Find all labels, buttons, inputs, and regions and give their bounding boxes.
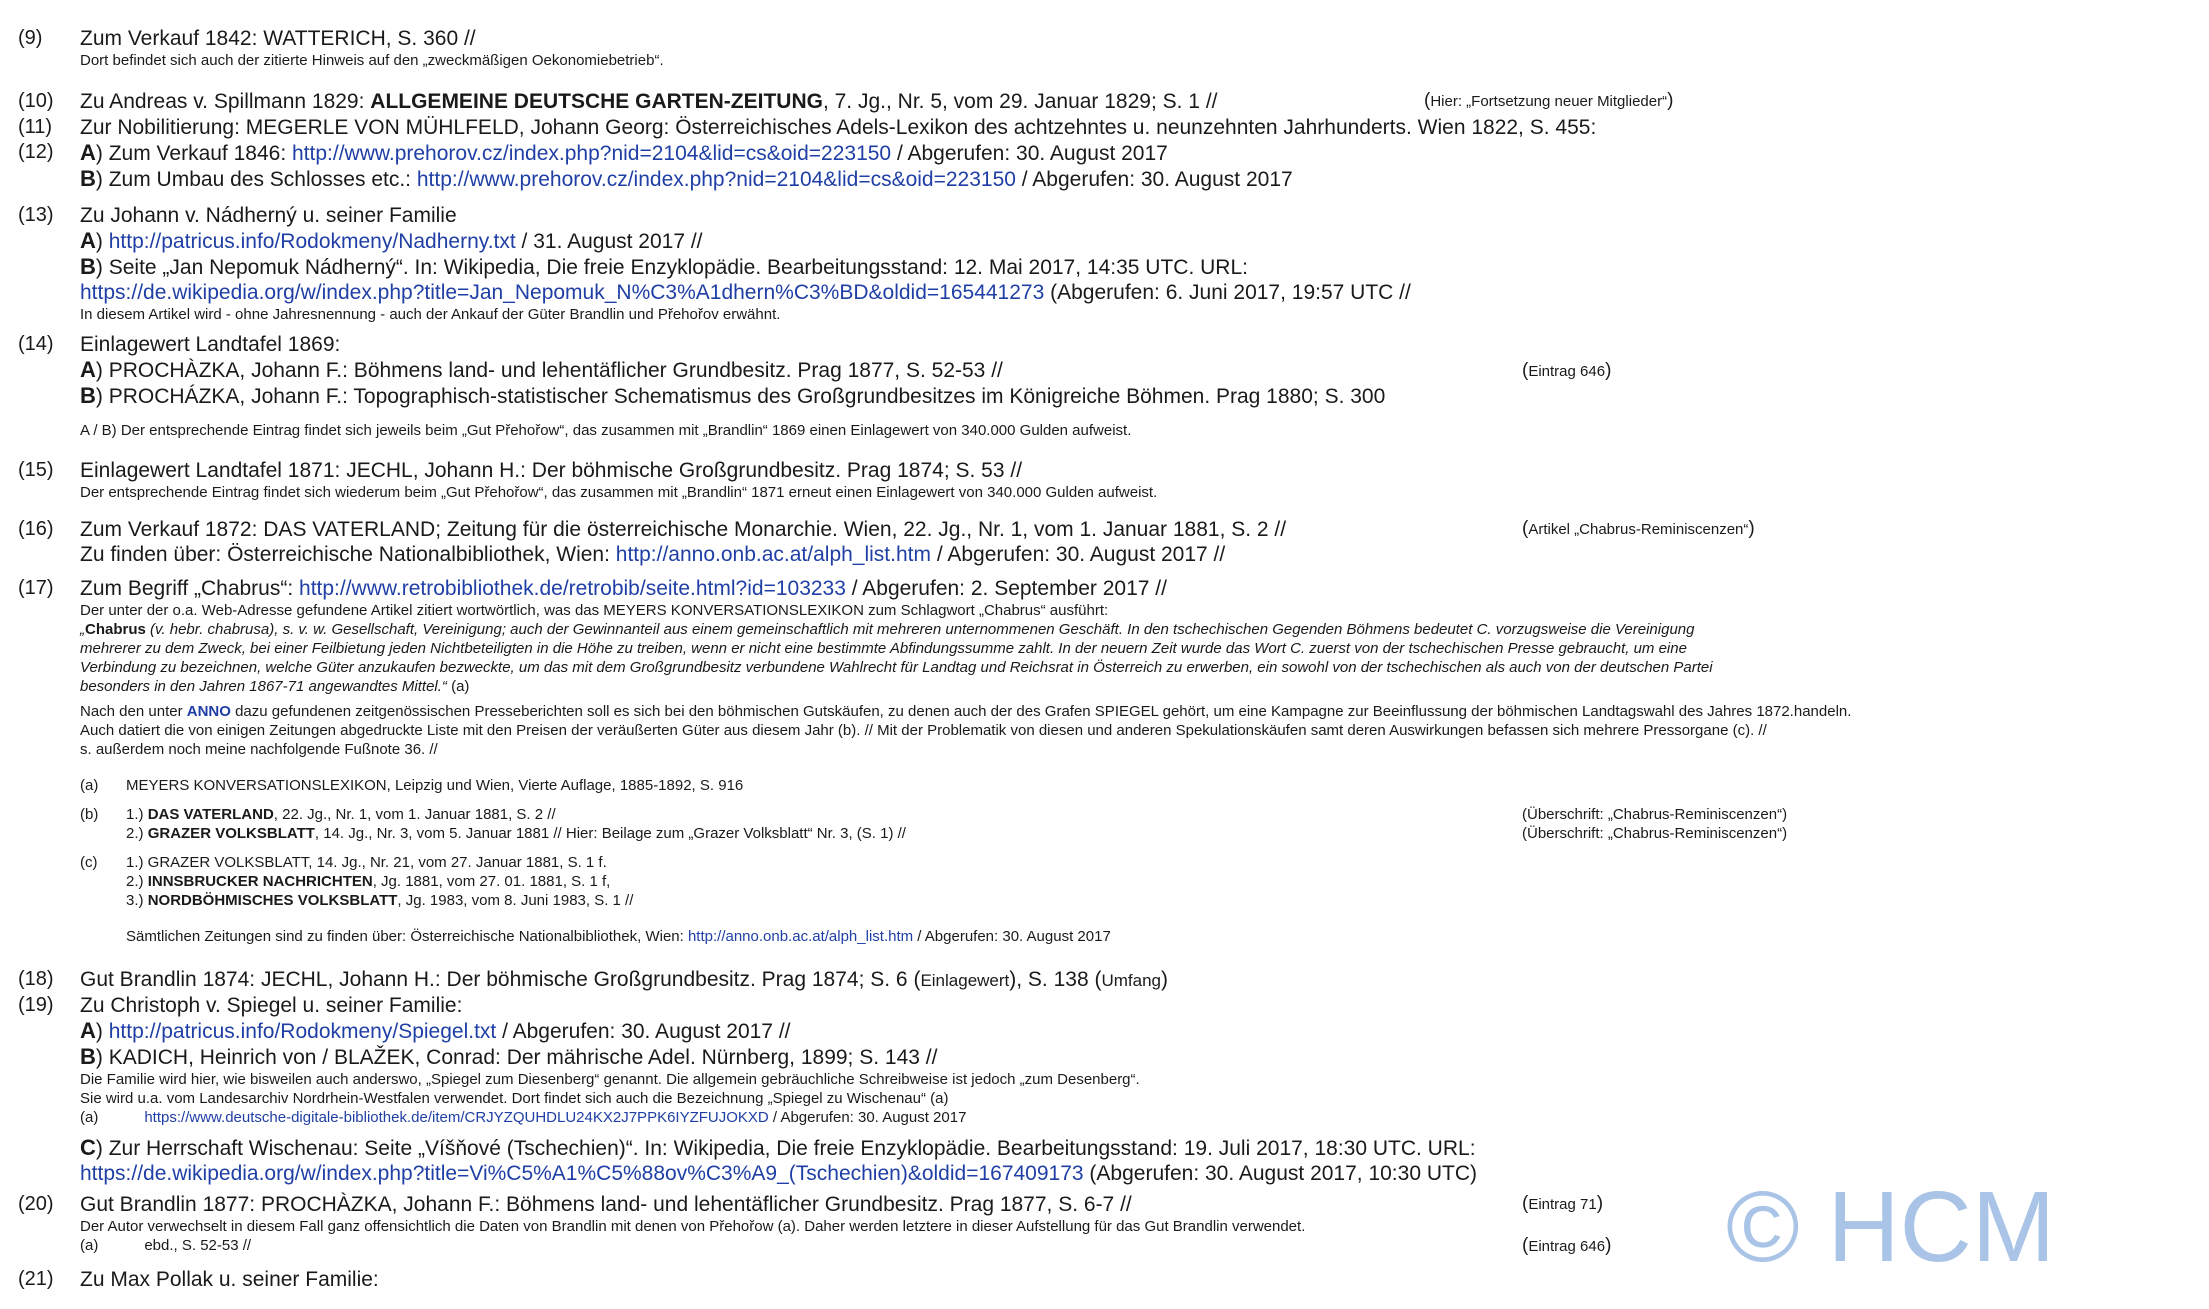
item-label-b: B [80,1044,96,1069]
footnote-text: ) Zum Verkauf 1846: [95,142,292,165]
quote-line-1: „Chabrus (v. hebr. chabrusa), s. v. w. Gesellschaft, Vereinigung; auch der Gewinnanteil aus einem gemeinschaftlich mit mehreren unternommenen Geschäft. In den tschechischen Gegenden Böhmens bedeutet C. vorzugsweise die Vereinigung [80,621,1695,638]
footnote-text: Einlagewert Landtafel 1869: [80,333,341,356]
footnote-comment: Dort befindet sich auch der zitierte Hinweis auf den „zweckmäßigen Oekonomiebetrieb“. [80,52,664,69]
footnote-number: (13) [18,204,54,226]
footnote-text: Zu Andreas v. Spillmann 1829: [80,90,371,113]
prehorov-link-a[interactable]: http://www.prehorov.cz/index.php?nid=2104&lid=cs&oid=223150 [292,142,892,165]
side-note: (Artikel „Chabrus-Reminiscenzen“) [1522,518,1755,539]
footnote-text: Zu Johann v. Nádherný u. seiner Familie [80,204,457,227]
footnote-text: ) Zum Umbau des Schlosses etc.: [95,168,417,191]
footnote-text: Zu Max Pollak u. seiner Familie: [80,1268,379,1291]
quote-line-3: Verbindung zu bezeichnen, welche Güter anzukaufen bezweckte, um das mit dem Großgrundbesitz verbundene Wahlrecht für Landtag und Reichsrat in Österreich zu erwerben, ein sowohl von der tschechischen als auch von der deutschen Partei [80,659,1713,676]
anno-link[interactable]: http://anno.onb.ac.at/alph_list.htm [687,928,914,945]
footnote-comment: Sie wird u.a. vom Landesarchiv Nordrhein-Westfalen verwendet. Dort findet sich auch die Bezeichnung „Spiegel zu Wischenau“ (a) [80,1090,949,1107]
item-label-c: C [80,1135,96,1160]
prehorov-link-b[interactable]: http://www.prehorov.cz/index.php?nid=2104&lid=cs&oid=223150 [416,168,1016,191]
side-note: (Überschrift: „Chabrus-Reminiscenzen“) [1522,806,1788,823]
footnote-comment: (a) https://www.deutsche-digitale-bibliothek.de/item/CRJYZQUHDLU24KX2J7PPK6IYZFUJOKXD / Abgerufen: 30. August 2017 [80,1109,967,1126]
footnote-number: (10) [18,90,54,112]
paragraph-line-2: Auch datiert die von einigen Zeitungen abgedruckte Liste mit den Preisen der veräußerten Güter aus diesem Jahr (b). // Mit der Problematik von diesen und anderen Spekulationskäufen samt deren Auswirkungen befassen sich mehrere Pressorgane (c). // [80,722,1767,739]
retrobibliothek-link[interactable]: http://www.retrobibliothek.de/retrobib/seite.html?id=103233 [299,577,846,600]
footnote-comment: (a) ebd., S. 52-53 // [80,1237,252,1254]
paragraph-line-3: s. außerdem noch meine nachfolgende Fußnote 36. // [80,741,438,758]
footnote-text: Zu Christoph v. Spiegel u. seiner Familie: [80,994,463,1017]
item-label-a: A [80,228,96,253]
quote-line-2: mehrerer zu dem Zweck, bei einer Feilbietung jeden Nichtbeteiligten in die Höhe zu treiben, wenn er nicht eine bestimmte Abfindungssumme zahlt. In der neuern Zeit wurde das Wort C. zuerst von der tschechischen Presse gebraucht, um eine [80,640,1687,657]
source-title: ALLGEMEINE DEUTSCHE GARTEN-ZEITUNG [370,90,823,113]
quote-line-4: besonders in den Jahren 1867-71 angewandtes Mittel.“ (a) [80,678,470,695]
footnote-number: (18) [18,968,54,990]
ddb-link[interactable]: https://www.deutsche-digitale-bibliothek.de/item/CRJYZQUHDLU24KX2J7PPK6IYZFUJOKXD [144,1109,769,1126]
footnote-text: Einlagewert Landtafel 1871: JECHL, Johann H.: Der böhmische Großgrundbesitz. Prag 1874; S. 53 // [80,459,1023,482]
paragraph-line-1: Nach den unter ANNO dazu gefundenen zeitgenössischen Presseberichten soll es sich bei den böhmischen Gutskäufen, zu denen auch der des Grafen SPIEGEL gehört, um eine Kampagne zur Beeinflussung der böhmischen Landtagswahl des Jahres 1872.handeln. [80,703,1852,720]
item-label-b: B [80,254,96,279]
footnote-comment: In diesem Artikel wird - ohne Jahresnennung - auch der Ankauf der Güter Brandlin und Přehořov erwähnt. [80,306,781,323]
patricus-spiegel-link[interactable]: http://patricus.info/Rodokmeny/Spiegel.txt [108,1020,497,1043]
footnote-number: (11) [18,116,53,138]
footnote-text: Zum Verkauf 1842: WATTERICH, S. 360 // [80,27,476,50]
patricus-nadherny-link[interactable]: http://patricus.info/Rodokmeny/Nadherny.txt [108,230,516,253]
footnote-number: (17) [18,577,54,599]
document-page: (9) Zum Verkauf 1842: WATTERICH, S. 360 // Dort befindet sich auch der zitierte Hinweis auf den „zweckmäßigen Oekonomiebetrieb“. (10) Zu Andreas v. Spillmann 1829: ALLGEMEINE DEUTSCHE GARTEN-ZEITUNG, 7. Jg., Nr. 5, vom 29. Januar 1829; S. 1 // (Hier: „Fortsetzung neuer Mitglieder“) (11) Zur Nobilitierung: MEGERLE VON MÜHLFELD, Johann Georg: Österreichisches Adels-Lexikon des achtzehntes u. neunzehnten Jahrhunderts. Wien 1822, S. 455: (12) A) Zum Verkauf 1846: http://www.prehorov.cz/index.php?nid=2104&lid=cs&oid=223150 / Abgerufen: 30. August 2017 B) Zum Umbau des Schlosses etc.: http://www.prehorov.cz/index.php?nid=2104&lid=cs&oid=223150 / Abgerufen: 30. August 2017 (13) Zu Johann v. Nádherný u. seiner Familie A) http://patricus.info/Rodokmeny/Nadherny.txt / 31. August 2017 // B) Seite „Jan Nepomuk Nádherný“. In: Wikipedia, Die freie Enzyklopädie. Bearbeitungsstand: 12. Mai 2017, 14:35 UTC. URL: https://de.wikipedia.org/w/index.php?title=Jan_Nepomuk_N%C3%A1dhern%C3%BD&oldid=165441273 (Abgerufen: 6. Juni 2017, 19:57 UTC // In diesem Artikel wird - ohne Jahresnennung - auch der Ankauf der Güter Brandlin und Přehořov erwähnt. (14) Einlagewert Landtafel 1869: A) PROCHÀZKA, Johann F.: Böhmens land- und lehentäflicher Grundbesitz. Prag 1877, S. 52-53 // B) PROCHÁZKA, Johann F.: Topographisch-statistischer Schematismus des Großgrundbesitzes im Königreiche Böhmen. Prag 1880; S. 300 A / B) Der entsprechende Eintrag findet sich jeweils beim „Gut Přehořow“, das zusammen mit „Brandlin“ 1869 einen Einlagewert von 340.000 Gulden aufweist. (Eintrag 646) (15) Einlagewert Landtafel 1871: JECHL, Johann H.: Der böhmische Großgrundbesitz. Prag 1874; S. 53 // Der entsprechende Eintrag findet sich wiederum beim „Gut Přehořow“, das zusammen mit „Brandlin“ 1871 erneut einen Einlagewert von 340.000 Gulden aufweist. (16) Zum Verkauf 1872: DAS VATERLAND; Zeitung für die österreichische Monarchie. Wien, 22. Jg., Nr. 1, vom 1. Januar 1881, S. 2 // Zu finden über: Österreichische Nationalbibliothek, Wien: http://anno.onb.ac.at/alph_list.htm / Abgerufen: 30. August 2017 // (Artikel „Chabrus-Reminiscenzen“) (17) Zum Begriff „Chabrus“: http://www.retrobibliothek.de/retrobib/seite.html?id=103233 / Abgerufen: 2. September 2017 // Der unter der o.a. Web-Adresse gefundene Artikel zitiert wortwörtlich, was das MEYERS KONVERSATIONSLEXIKON zum Schlagwort „Chabrus“ ausführt: „Chabrus (v. hebr. chabrusa), s. v. w. Gesellschaft, Vereinigung; auch der Gewinnanteil aus einem gemeinschaftlich mit mehreren unternommenen Geschäft. In den tschechischen Gegenden Böhmens bedeutet C. vorzugsweise die Vereinigung mehrerer zu dem Zweck, bei einer Feilbietung jeden Nichtbeteiligten in die Höhe zu treiben, wenn er nicht eine bestimmte Abfindungssumme zahlt. In der neuern Zeit wurde das Wort C. zuerst von der tschechischen Presse gebraucht, um eine Verbindung zu bezeichnen, welche Güter anzukaufen bezweckte, um das mit dem Großgrundbesitz verbundene Wahlrecht für Landtag und Reichsrat in Österreich zu erwerben, ein sowohl von der tschechischen als auch von der deutschen Partei besonders in den Jahren 1867-71 angewandtes Mittel.“ (a) Nach den unter ANNO dazu gefundenen zeitgenössischen Presseberichten soll es sich bei den böhmischen Gutskäufen, zu denen auch der des Grafen SPIEGEL gehört, um eine Kampagne zur Beeinflussung der böhmischen Landtagswahl des Jahres 1872.handeln. Auch datiert die von einigen Zeitungen abgedruckte Liste mit den Preisen der veräußerten Güter aus diesem Jahr (b). // Mit der Problematik von diesen und anderen Spekulationskäufen samt deren Auswirkungen befassen sich mehrere Pressorgane (c). // s. außerdem noch meine nachfolgende Fußnote 36. // (a) MEYERS KONVERSATIONSLEXIKON, Leipzig und Wien, Vierte Auflage, 1885-1892, S. 916 (b) 1.) DAS VATERLAND, 22. Jg., Nr. 1, vom 1. Januar 1881, S. 2 // (Überschrift: „Chabrus-Reminiscenzen“) 2.) GRAZER VOLKSBLATT, 14. Jg., Nr. 3, vom 5. Januar 1881 // Hier: Beilage zum „Grazer Volksblatt“ Nr. 3, (S. 1) // (Überschrift: „Chabrus-Reminiscenzen“) (c) 1.) GRAZER VOLKSBLATT, 14. Jg., Nr. 21, vom 27. Januar 1881, S. 1 f. 2.) INNSBRUCKER NACHRICHTEN, Jg. 1881, vom 27. 01. 1881, S. 1 f, 3.) NORDBÖHMISCHES VOLKSBLATT, Jg. 1983, vom 8. Juni 1983, S. 1 // Sämtlichen Zeitungen sind zu finden über: Österreichische Nationalbibliothek, Wien: http://anno.onb.ac.at/alph_list.htm / Abgerufen: 30. August 2017 (18) Gut Brandlin 1874: JECHL, Johann H.: Der böhmische Großgrundbesitz. Prag 1874; S. 6 (Einlagewert), S. 138 (Umfang) (19) Zu Christoph v. Spiegel u. seiner Familie: A) http://patricus.info/Rodokmeny/Spiegel.txt / Abgerufen: 30. August 2017 // B) KADICH, Heinrich von / BLAŽEK, Conrad: Der mährische Adel. Nürnberg, 1899; S. 143 // Die Familie wird hier, wie bisweilen auch anderswo, „Spiegel zum Diesenberg“ genannt. Die allgemein gebräuchliche Schreibweise ist jedoch „zum Desenberg“. Sie wird u.a. vom Landesarchiv Nordrhein-Westfalen verwendet. Dort findet sich auch die Bezeichnung „Spiegel zu Wischenau“ (a) (a) https://www.deutsche-digitale-bibliothek.de/item/CRJYZQUHDLU24KX2J7PPK6IYZFUJOKXD / Abgerufen: 30. August 2017 C) Zur Herrschaft Wischenau: Seite „Víšňové (Tschechien)“. In: Wikipedia, Die freie Enzyklopädie. Bearbeitungsstand: 19. Juli 2017, 18:30 UTC. URL: https://de.wikipedia.org/w/index.php?title=Vi%C5%A1%C5%88ov%C3%A9_(Tschechien)&oldid=167409173 (Abgerufen: 30. August 2017, 10:30 UTC) (20) Gut Brandlin 1877: PROCHÀZKA, Johann F.: Böhmens land- und lehentäflicher Grundbesitz. Prag 1877, S. 6-7 // Der Autor verwechselt in diesem Fall ganz offensichtlich die Daten von Brandlin mit denen von Přehořow (a). Daher werden letztere in dieser Aufstellung für das Gut Brandlin verwendet. (a) ebd., S. 52-53 // (Eintrag 71) (Eintrag 646) (21) Zu Max Pollak u. seiner Familie: © HCM [18,27,2056,1291]
footnote-text: ) PROCHÁZKA, Johann F.: Topographisch-statistischer Schematismus des Großgrundbesitzes im Königreiche Böhmen. Prag 1880; S. 300 [95,385,1386,408]
footnote-text-tail: / Abgerufen: 30. August 2017 [1015,168,1293,191]
item-label-a: A [80,140,96,165]
footnote-text: Gut Brandlin 1877: PROCHÀZKA, Johann F.: Böhmens land- und lehentäflicher Grundbesitz. Prag 1877, S. 6-7 // [80,1193,1132,1216]
footnote-text: ) Seite „Jan Nepomuk Nádherný“. In: Wikipedia, Die freie Enzyklopädie. Bearbeitungsstand: 12. Mai 2017, 14:35 UTC. URL: [95,256,1248,279]
footnote-comment: A / B) Der entsprechende Eintrag findet sich jeweils beim „Gut Přehořow“, das zusammen mit „Brandlin“ 1869 einen Einlagewert von 340.000 Gulden aufweist. [80,422,1132,439]
footnote-text-tail: / Abgerufen: 30. August 2017 [891,142,1168,165]
footnote-number: (14) [18,333,54,355]
side-note: (Hier: „Fortsetzung neuer Mitglieder“) [1424,90,1674,111]
wikipedia-nadherny-link[interactable]: https://de.wikipedia.org/w/index.php?title=Jan_Nepomuk_N%C3%A1dhern%C3%BD&oldid=165441273 [80,281,1045,304]
footnote-number: (9) [18,27,43,49]
footnote-number: (12) [18,141,54,163]
footnote-comment: Die Familie wird hier, wie bisweilen auch anderswo, „Spiegel zum Diesenberg“ genannt. Die allgemein gebräuchliche Schreibweise ist jedoch „zum Desenberg“. [80,1071,1140,1088]
side-note: (Eintrag 646) [1522,360,1612,381]
footnote-number: (21) [18,1268,54,1290]
footnote-comment: Der Autor verwechselt in diesem Fall ganz offensichtlich die Daten von Brandlin mit denen von Přehořow (a). Daher werden letztere in dieser Aufstellung für das Gut Brandlin verwendet. [80,1218,1306,1235]
footnote-text: Zur Nobilitierung: MEGERLE VON MÜHLFELD, Johann Georg: Österreichisches Adels-Lexikon des achtzehntes u. neunzehnten Jahrhunderts. Wien 1822, S. 455: [80,116,1597,139]
item-label-a: A [80,1018,96,1043]
item-label-a: A [80,357,96,382]
side-note: (Eintrag 71) [1522,1193,1604,1214]
item-label-b: B [80,166,96,191]
footnote-text: Zum Verkauf 1872: DAS VATERLAND; Zeitung für die österreichische Monarchie. Wien, 22. Jg., Nr. 1, vom 1. Januar 1881, S. 2 // [80,518,1287,541]
item-label-b: B [80,383,96,408]
footnote-comment: Der unter der o.a. Web-Adresse gefundene Artikel zitiert wortwörtlich, was das MEYERS KONVERSATIONSLEXIKON zum Schlagwort „Chabrus“ ausführt: [80,602,1109,619]
footnote-number: (15) [18,459,54,481]
footnote-text-tail: , 7. Jg., Nr. 5, vom 29. Januar 1829; S. 1 // [822,90,1218,113]
footnote-text: ) PROCHÀZKA, Johann F.: Böhmens land- und lehentäflicher Grundbesitz. Prag 1877, S. 52-53 // [95,359,1003,382]
anno-link[interactable]: http://anno.onb.ac.at/alph_list.htm [615,543,931,566]
side-note: (Eintrag 646) [1522,1235,1612,1256]
wikipedia-visnove-link[interactable]: https://de.wikipedia.org/w/index.php?title=Vi%C5%A1%C5%88ov%C3%A9_(Tschechien)&oldid=167409173 [80,1162,1084,1185]
footnote-number: (19) [18,994,54,1016]
footnote-comment: Der entsprechende Eintrag findet sich wiederum beim „Gut Přehořow“, das zusammen mit „Brandlin“ 1871 erneut einen Einlagewert von 340.000 Gulden aufweist. [80,484,1158,501]
copyright-watermark: © HCM [1726,1171,2056,1283]
side-note: (Überschrift: „Chabrus-Reminiscenzen“) [1522,825,1788,842]
footnote-number: (20) [18,1193,54,1215]
footnote-number: (16) [18,518,54,540]
anno-term: ANNO [186,703,231,720]
